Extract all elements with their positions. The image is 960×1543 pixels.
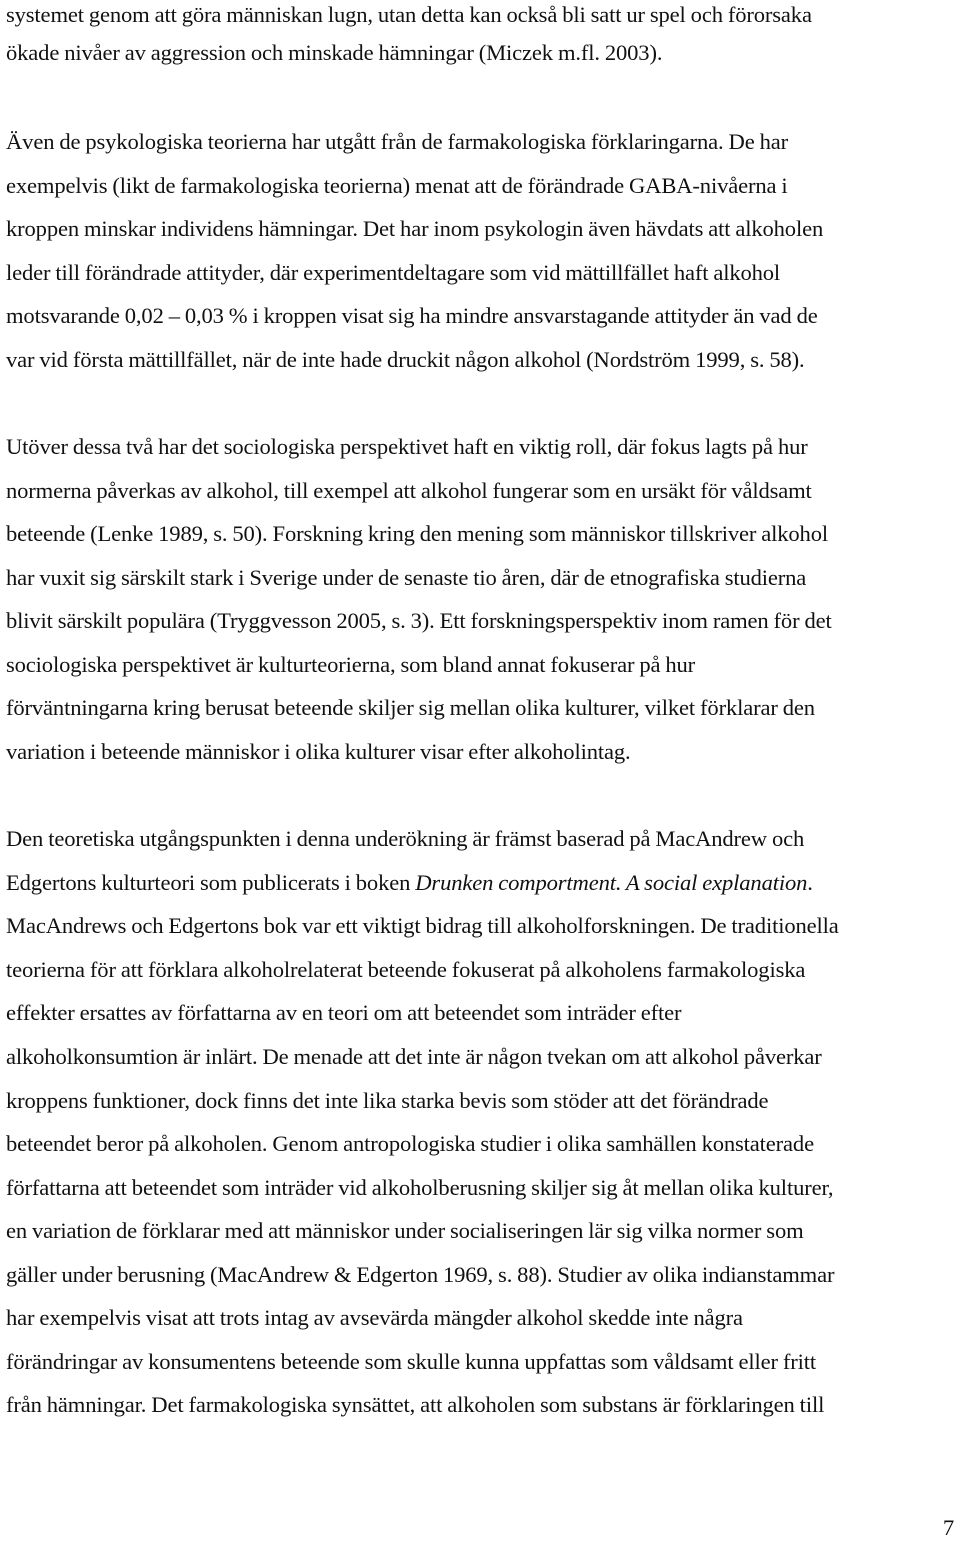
text-line: Även de psykologiska teorierna har utgått från de farmakologiska förklaringarna. De har — [6, 129, 788, 154]
text-line: har exempelvis visat att trots intag av avsevärda mängder alkohol skedde inte några — [6, 1305, 743, 1330]
text-line: gäller under berusning (MacAndrew & Edgerton 1969, s. 88). Studier av olika indianstammar — [6, 1262, 835, 1287]
text-line: har vuxit sig särskilt stark i Sverige under de senaste tio åren, där de etnografiska studierna — [6, 565, 807, 590]
text-line: en variation de förklarar med att människor under socialiseringen lär sig vilka normer som — [6, 1218, 804, 1243]
text-line: ökade nivåer av aggression och minskade hämningar (Miczek m.fl. 2003). — [6, 40, 663, 65]
text-line: beteende (Lenke 1989, s. 50). Forskning kring den mening som människor tillskriver alkohol — [6, 521, 828, 546]
text-line: kroppen minskar individens hämningar. Det har inom psykologin även hävdats att alkoholen — [6, 216, 824, 241]
text-line: motsvarande 0,02 – 0,03 % i kroppen visat sig ha mindre ansvarstagande attityder än vad de — [6, 303, 818, 328]
text-line-with-book-title — [6, 868, 813, 898]
text-line: normerna påverkas av alkohol, till exempel att alkohol fungerar som en ursäkt för våldsamt — [6, 478, 812, 503]
text-line: variation i beteende människor i olika kulturer visar efter alkoholintag. — [6, 739, 631, 764]
text-line: sociologiska perspektivet är kulturteorierna, som bland annat fokuserar på hur — [6, 652, 696, 677]
text-line: effekter ersattes av författarna av en teori om att beteendet som inträder efter — [6, 1000, 682, 1025]
text-line: förväntningarna kring berusat beteende skiljer sig mellan olika kulturer, vilket förklarar den — [6, 695, 815, 720]
text-line: alkoholkonsumtion är inlärt. De menade att det inte är någon tvekan om att alkohol påverkar — [6, 1044, 822, 1069]
text-line: leder till förändrade attityder, där experimentdeltagare som vid mättillfället haft alkohol — [6, 260, 781, 285]
text-line: exempelvis (likt de farmakologiska teorierna) menat att de förändrade GABA-nivåerna i — [6, 173, 788, 198]
text-line: teorierna för att förklara alkoholrelaterat beteende fokuserat på alkoholens farmakologiska — [6, 957, 806, 982]
text-line: kroppens funktioner, dock finns det inte lika starka bevis som stöder att det förändrade — [6, 1088, 769, 1113]
text-line: var vid första mättillfället, när de inte hade druckit någon alkohol (Nordström 1999, s. 58). — [6, 347, 805, 372]
text-line: MacAndrews och Edgertons bok var ett viktigt bidrag till alkoholforskningen. De traditionella — [6, 913, 839, 938]
book-title: Drunken comportment. A social explanation — [415, 870, 808, 895]
text-line: förändringar av konsumentens beteende som skulle kunna uppfattas som våldsamt eller fritt — [6, 1349, 816, 1374]
text-run: Edgertons kulturteori som publicerats i boken — [6, 870, 416, 895]
text-line: blivit särskilt populära (Tryggvesson 2005, s. 3). Ett forskningsperspektiv inom ramen för det — [6, 608, 832, 633]
text-line: Den teoretiska utgångspunkten i denna underökning är främst baserad på MacAndrew och — [6, 826, 805, 851]
text-run: . — [807, 870, 813, 895]
text-line: från hämningar. Det farmakologiska synsättet, att alkoholen som substans är förklaringen till — [6, 1392, 825, 1417]
text-line: Utöver dessa två har det sociologiska perspektivet haft en viktig roll, där fokus lagts på hur — [6, 434, 808, 459]
page-number: 7 — [942, 1515, 954, 1540]
text-line: författarna att beteendet som inträder vid alkoholberusning skiljer sig åt mellan olika kulturer, — [6, 1175, 834, 1200]
text-line: systemet genom att göra människan lugn, utan detta kan också bli satt ur spel och förorsaka — [6, 2, 812, 27]
text-line: beteendet beror på alkoholen. Genom antropologiska studier i olika samhällen konstaterade — [6, 1131, 814, 1156]
